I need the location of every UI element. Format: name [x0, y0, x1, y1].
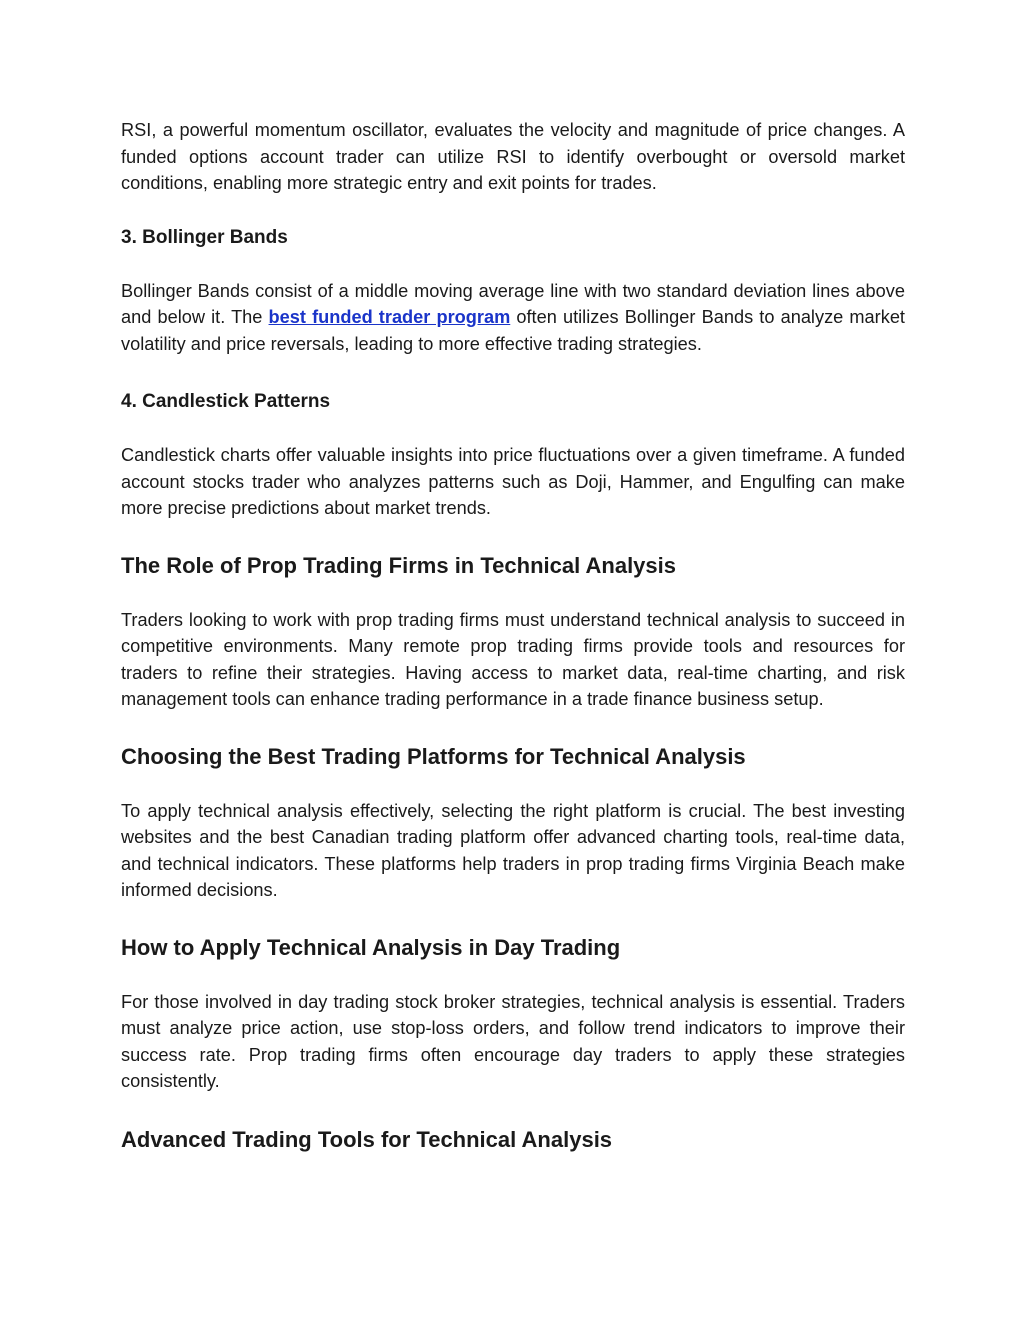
bollinger-text-before-link: Bollinger Bands consist of a middle moving average line with two standard deviation lines above and below it. The [121, 280, 905, 327]
advanced-tools-heading: Advanced Trading Tools for Technical Analysis [121, 1126, 613, 1152]
prop-firms-paragraph: Traders looking to work with prop trading firms must understand technical analysis to succeed in competitive environments. Many remote prop trading firms provide tools and resources for traders to refine their strategies. Having access to market data, real-time charting, and risk management tools can enhance trading performance in a trade finance business setup. [121, 609, 905, 709]
day-trading-heading: How to Apply Technical Analysis in Day Trading [121, 934, 621, 960]
candlestick-patterns-heading: 4. Candlestick Patterns [121, 391, 331, 412]
trading-platforms-heading: Choosing the Best Trading Platforms for Technical Analysis [121, 743, 746, 769]
prop-firms-heading: The Role of Prop Trading Firms in Technical Analysis [121, 552, 676, 578]
best-funded-trader-program-link[interactable]: best funded trader program [268, 307, 511, 327]
bollinger-text-after-link: often utilizes Bollinger Bands to analyze market volatility and price reversals, leading to more effective trading strategies. [121, 307, 905, 354]
document-page [121, 117, 905, 1154]
trading-platforms-paragraph: To apply technical analysis effectively, selecting the right platform is crucial. The best investing websites and the best Canadian trading platform offer advanced charting tools, real-time data, and technical indicators. These platforms help traders in prop trading firms Virginia Beach make informed decisions. [121, 800, 905, 900]
rsi-paragraph: RSI, a powerful momentum oscillator, evaluates the velocity and magnitude of price changes. A funded options account trader can utilize RSI to identify overbought or oversold market conditions, enabling more strategic entry and exit points for trades. [121, 120, 905, 193]
bollinger-bands-heading: 3. Bollinger Bands [121, 226, 288, 248]
day-trading-paragraph: For those involved in day trading stock broker strategies, technical analysis is essential. Traders must analyze price action, use stop-loss orders, and follow trend indicators to improve their success rate. Prop trading firms often encourage day traders to apply these strategies consistently. [121, 991, 905, 1091]
bollinger-bands-paragraph [121, 278, 905, 358]
candlestick-patterns-paragraph: Candlestick charts offer valuable insights into price fluctuations over a given timeframe. A funded account stocks trader who analyzes patterns such as Doji, Hammer, and Engulfing can make more precise predictions about market trends. [121, 445, 905, 518]
